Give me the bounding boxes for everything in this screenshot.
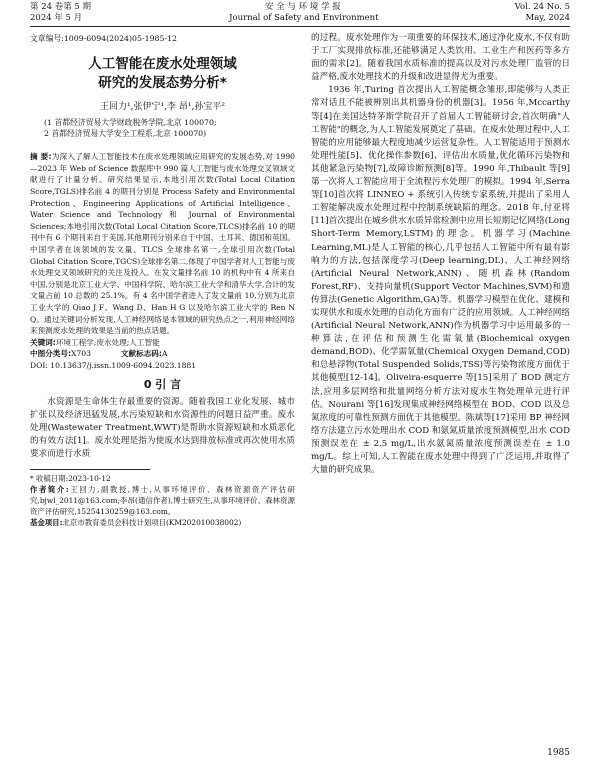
paper-title-line-1: 人工智能在废水处理领域	[88, 56, 237, 73]
footnote-author	[30, 484, 295, 517]
header-volume-issue: 第 24 卷第 5 期	[30, 2, 92, 12]
doi: DOI: 10.13637/j.issn.1009-6094.2023.1881	[30, 360, 197, 370]
fund-text: 北京市教育委员会科技计划项目(KM202010038002)	[62, 518, 242, 528]
affiliation-1: (1 首都经济贸易大学财政税务学院,北京 100070;	[44, 118, 217, 128]
received-label: * 收稿日期:	[30, 474, 69, 484]
header-journal-cn: 安 全 与 环 境 学 报	[264, 2, 341, 12]
fund-label: 基金项目:	[30, 518, 63, 528]
header-date-cn: 2024 年 5 月	[30, 13, 83, 23]
header-vol-no-en: Vol. 24 No. 5	[514, 2, 570, 12]
footnote-rule	[30, 469, 150, 470]
article-number: 文章编号:1009-6094(2024)05-1985-12	[30, 34, 178, 43]
abstract-label: 摘 要:	[30, 152, 52, 162]
received-date: 2023-10-12	[68, 474, 111, 484]
header-date-en: May, 2024	[525, 13, 570, 23]
keywords-label: 关键词:	[30, 337, 56, 347]
page-number: 1985	[547, 748, 570, 758]
intro-paragraph: 水资源是生命体生存最重要的资源。随着我国工业化发展、城市扩张以及经济迅猛发展,水污染短缺和水资源性的问题日益严重。废水处理(Wastewater Treatment,WWT)是帮助水资源短缺和水质恶化的有效方法[1]。废水处理是指为使废水达到排放标准或再次使用水质要求而进行水质	[30, 396, 295, 459]
clc-value: X703	[71, 349, 91, 359]
header-rule	[30, 26, 570, 27]
paper-title-line-2: 研究的发展态势分析*	[98, 75, 227, 92]
footnote-received	[30, 473, 295, 484]
abstract-text: 为深入了解人工智能技术在废水处理领域应用研究的发展态势,对 1990—2023 年 Web of Science 数据库中 990 篇人工智能与废水处理交叉领域文献进行了计量分析。研究结果显示,本地引用次数(Total Local Citation Score,TGLS)排名前 4 的期刊分别是 Process Safety and Environmental Protection、Engineering Applications of Artificial Intelligence、Water Science and Technology 和 Journal of Environmental Sciences;本地引用次数(Total Local Citation Score,TLCS)排名前 10 的期刊中有 6 个期刊来自于美国,其他期刊分别来自于中国、土耳其、德国和英国。中国学者在该领域的发文量、TLCS 全球排名第一,全球引用次数(Total Global Citation Score,TGCS)全球排名第二,体现了中国学者对人工智能与废水处理交叉领域研究的关注及投入。在发文量排名前 10 的机构中有 4 所来自中国,分别是北京工业大学、中国科学院、哈尔滨工业大学和清华大学,合计的发文量占前 10 总数的 25.1%。有 4 名中国学者进入了发文量前 10,分别为北京工业大学的 Qiao J F、Wang D、Han H G 以及哈尔滨工业大学的 Ren N Q。通过关键词分析发现,人工神经网络是本领域的研究热点之一,利用神经网络来预测废水处理的效果是当前的热点话题。	[30, 152, 296, 336]
footnote-fund	[30, 517, 295, 528]
author-bio-text: 王回力,副教授,博士,从事环境评价、森林资源资产评估研究,bjwl_2011@163.com;李昂(通信作者),博士研究生,从事环境评价、森林资源资产评估研究,15254130259@163.com。	[30, 485, 295, 517]
header-journal-en: Journal of Safety and Environment	[229, 13, 379, 23]
right-paragraph-1: 的过程。废水处理作为一项重要的环保技术,通过净化废水,不仅有助于工厂实现排放标准,还能够满足人类饮用、工业生产和医药等多方面的需求[2]。随着我国水质标准的提高以及对污水处理厂监管的日益严格,废水处理技术的升级和改进显得尤为重要。	[311, 33, 570, 83]
right-paragraph-2: 1936 年,Turing 首次提出人工智能概念雏形,即能够与人类正常对话且不能被辨别出其机器身份的机器[3]。1956 年,Mccarthy 等[4]在美国达特茅斯学院召开了首届人工智能研讨会,首次明确"人工智能"的概念,为人工智能发展奠定了基础。在废水处理过程中,人工智能的应用能够最大程度地减少运营复杂性。人工智能适用于预测水处理性能[5]、优化操作参数[6]、评估出水质量,优化循环污染物和其他紧急污染物[7],故障诊断预测[8]等。1990 年,Thibault 等[9]第一次将人工智能应用于全流程污水处理厂的模拟。1994 年,Serra 等[10]首次将 LINNEO + 系统引入传统专家系统,并提出了采用人工智能解决废水处理过程中控制系统缺陷的理念。2018 年,付亚将[11]首次提出在城乡供水水质异常检测中应用长短期记忆网络(Long Short-Term Memory,LSTM)的理念。机器学习(Machine Learning,ML)是人工智能的核心,几乎包括人工智能中所有最有影响力的方法,包括深度学习(Deep learning,DL)、人工神经网络(Artificial Neural Network,ANN)、随机森林(Random Forest,RF)、支持向量机(Support Vector Machines,SVM)和遗传算法(Genetic Algorithm,GA)等。机器学习模型在优化、建模和实现供水和废水处理的自动化方面有广泛的应用领域。人工神经网络(Artificial Neural Network,ANN)作为机器学习中运用最多的一种算法,在评估和预测生化需氧量(Biochemical oxygen demand,BOD)、化学需氧量(Chemical Oxygen Demand,COD)和总悬浮物(Total Suspended Solids,TSS)等污染物浓度方面优于其他模型[12-14]。Oliveira-esquerre 等[15]采用了 BOD 测定方法,应用多层网络和批量网络分析方法对废水生物处理单元进行评估。Nourani 等[16]发现集成神经网络模型在 BOD、COD 以及总氮浓度的可靠性预测方面优于其他模型。陈斌等[17]采用 BP 神经网络方法建立污水处理出水 COD 和氨氮质量浓度预测模型,出水 COD 预测误差在 ± 2.5 mg/L,出水氨氮质量浓度预测误差在 ± 1.0 mg/L。综上可知,人工智能在废水处理中得到了广泛运用,并取得了大量的研究成果。	[311, 85, 570, 476]
affiliation-2: 2 首都经济贸易大学安全工程系,北京 100070)	[44, 129, 207, 139]
author-bio-label: 作者简介:	[30, 485, 69, 495]
doc-code-label: 文献标志码:	[120, 349, 162, 359]
right-column	[311, 32, 570, 477]
keywords-text: 环境工程学;废水处理;人工智能	[55, 337, 160, 347]
clc-label: 中图分类号:	[30, 349, 72, 359]
classification	[30, 348, 295, 360]
author-list: 王回力¹,张伊宁¹,李 昂¹,孙宝平²	[100, 102, 225, 113]
abstract	[30, 151, 295, 337]
section-heading-introduction: 0 引 言	[143, 378, 182, 392]
keywords	[30, 337, 295, 349]
doc-code-value: A	[161, 349, 168, 359]
running-header	[30, 2, 570, 24]
left-column	[30, 32, 295, 528]
